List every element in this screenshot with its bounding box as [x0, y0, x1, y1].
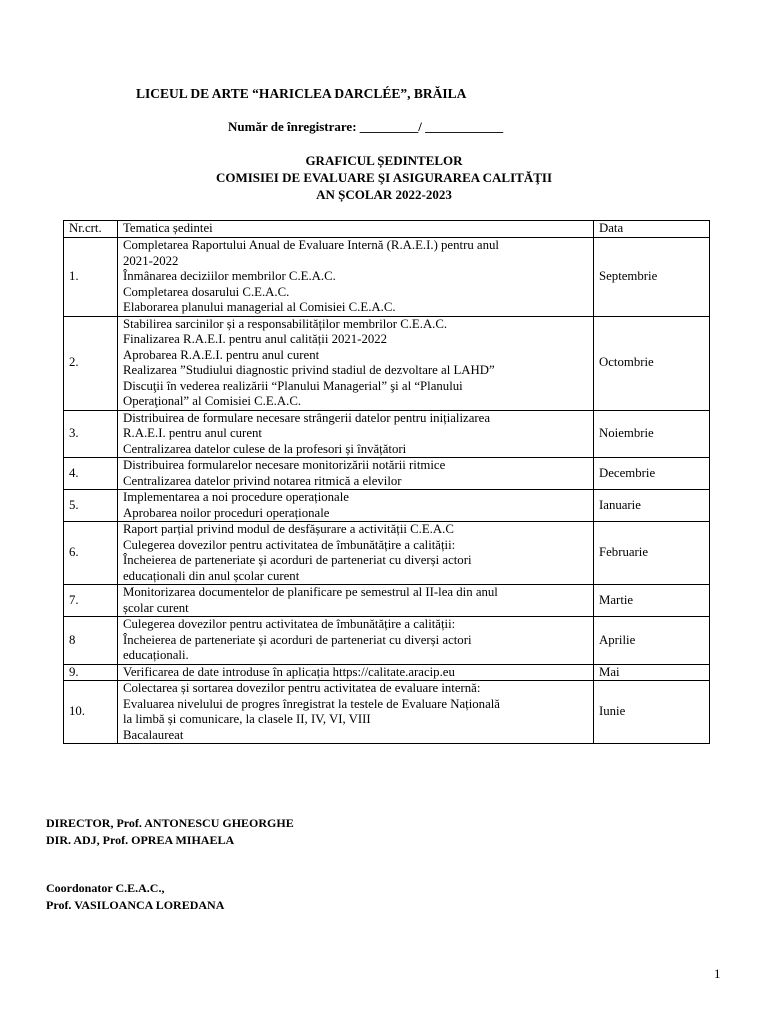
- row-topics: [118, 316, 594, 410]
- row-month: Aprilie: [594, 617, 710, 665]
- topic-line: Operaţional” al Comisiei C.E.A.C.: [123, 394, 302, 408]
- document-title: GRAFICUL ȘEDINTELOR: [305, 153, 463, 168]
- table-row: [64, 585, 710, 617]
- topic-line: Completarea Raportului Anual de Evaluare Internă (R.A.E.I.) pentru anul: [123, 238, 499, 252]
- table-body: [64, 238, 710, 744]
- row-month: Decembrie: [594, 458, 710, 490]
- topic-line: Încheierea de parteneriate și acorduri de parteneriat cu diverși actori: [123, 553, 472, 567]
- topic-line: Stabilirea sarcinilor și a responsabilităților membrilor C.E.A.C.: [123, 316, 448, 331]
- topic-line: școlar curent: [123, 600, 189, 615]
- row-topics: [118, 490, 594, 522]
- row-month: Octombrie: [594, 316, 710, 410]
- table-row: [64, 490, 710, 522]
- row-month: Ianuarie: [594, 490, 710, 522]
- row-month: Mai: [594, 664, 710, 681]
- table-row: [64, 522, 710, 585]
- column-header-nr: Nr.crt.: [64, 221, 118, 238]
- coordinator-name: Prof. VASILOANCA LOREDANA: [46, 898, 225, 912]
- table-row: [64, 410, 710, 458]
- director-signature: DIRECTOR, Prof. ANTONESCU GHEORGHE: [46, 816, 294, 830]
- topic-line: Aprobarea noilor proceduri operaționale: [123, 505, 330, 520]
- topic-line: Finalizarea R.A.E.I. pentru anul calității 2021-2022: [123, 332, 388, 346]
- row-number: 9.: [64, 664, 118, 681]
- topic-line: Verificarea de date introduse în aplicația https://calitate.aracip.eu: [123, 664, 455, 679]
- row-month: Iunie: [594, 681, 710, 744]
- row-topics: [118, 410, 594, 458]
- row-topics: [118, 585, 594, 617]
- meeting-schedule-table: [63, 220, 710, 744]
- row-number: 2.: [64, 316, 118, 410]
- row-topics: [118, 522, 594, 585]
- row-number: 5.: [64, 490, 118, 522]
- column-header-date: Data: [594, 221, 710, 238]
- school-name: LICEUL DE ARTE “HARICLEA DARCLÉE”, BRĂILA: [136, 86, 467, 101]
- topic-line: Culegerea dovezilor pentru activitatea de îmbunătățire a calității:: [123, 537, 456, 552]
- row-month: Martie: [594, 585, 710, 617]
- topic-line: Aprobarea R.A.E.I. pentru anul curent: [123, 347, 320, 362]
- row-topics: [118, 617, 594, 665]
- topic-line: R.A.E.I. pentru anul curent: [123, 426, 262, 440]
- topic-line: Discuţii în vederea realizării “Planului Managerial” şi al “Planului: [123, 378, 463, 393]
- row-number: 1.: [64, 238, 118, 317]
- topic-line: Realizarea ”Studiului diagnostic privind stadiul de dezvoltare al LAHD”: [123, 363, 495, 377]
- table-row: [64, 681, 710, 744]
- table-row: [64, 617, 710, 665]
- topic-line: Distribuirea formularelor necesare monitorizării notării ritmice: [123, 458, 446, 472]
- topic-line: Încheierea de parteneriate și acorduri de parteneriat cu diverși actori: [123, 632, 472, 647]
- row-topics: [118, 681, 594, 744]
- topic-line: Bacalaureat: [123, 727, 184, 742]
- registration-number: Număr de înregistrare: _________/ ____________: [228, 119, 504, 134]
- topic-line: Înmânarea deciziilor membrilor C.E.A.C.: [123, 269, 336, 283]
- topic-line: la limbă și comunicare, la clasele II, IV, VI, VIII: [123, 712, 371, 726]
- column-header-topic: Tematica ședintei: [118, 221, 594, 238]
- row-month: Februarie: [594, 522, 710, 585]
- topic-line: Raport parțial privind modul de desfășurare a activității C.E.A.C: [123, 522, 454, 536]
- table-header-row: [64, 221, 710, 238]
- school-year: AN ȘCOLAR 2022-2023: [316, 187, 452, 202]
- table-row: [64, 458, 710, 490]
- table-row: [64, 316, 710, 410]
- topic-line: Colectarea și sortarea dovezilor pentru activitatea de evaluare internă:: [123, 681, 481, 695]
- row-topics: [118, 664, 594, 681]
- topic-line: Monitorizarea documentelor de planificare pe semestrul al II-lea din anul: [123, 585, 498, 599]
- topic-line: Culegerea dovezilor pentru activitatea de îmbunătățire a calității:: [123, 617, 456, 631]
- row-number: 8: [64, 617, 118, 665]
- row-number: 6.: [64, 522, 118, 585]
- row-number: 10.: [64, 681, 118, 744]
- row-month: Septembrie: [594, 238, 710, 317]
- topic-line: Completarea dosarului C.E.A.C.: [123, 284, 290, 299]
- coordinator-role: Coordonator C.E.A.C.,: [46, 881, 165, 895]
- table-row: [64, 238, 710, 317]
- row-number: 4.: [64, 458, 118, 490]
- topic-line: educaționali din anul școlar curent: [123, 568, 300, 583]
- row-month: Noiembrie: [594, 410, 710, 458]
- page-number: 1: [714, 966, 721, 981]
- row-topics: [118, 458, 594, 490]
- topic-line: Evaluarea nivelului de progres înregistrat la testele de Evaluare Națională: [123, 696, 500, 711]
- topic-line: Implementarea a noi procedure operaționale: [123, 490, 349, 504]
- topic-line: Distribuirea de formulare necesare strângerii datelor pentru inițializarea: [123, 410, 491, 425]
- row-topics: [118, 238, 594, 317]
- topic-line: Elaborarea planului managerial al Comisiei C.E.A.C.: [123, 300, 396, 314]
- document-subtitle: COMISIEI DE EVALUARE ŞI ASIGURAREA CALITĂŢII: [215, 170, 553, 185]
- topic-line: 2021-2022: [123, 253, 179, 268]
- topic-line: educaționali.: [123, 648, 189, 662]
- topic-line: Centralizarea datelor privind notarea ritmică a elevilor: [123, 473, 402, 488]
- topic-line: Centralizarea datelor culese de la profesori și învățători: [123, 441, 407, 456]
- deputy-director-signature: DIR. ADJ, Prof. OPREA MIHAELA: [46, 833, 235, 847]
- row-number: 3.: [64, 410, 118, 458]
- table-row: [64, 664, 710, 681]
- row-number: 7.: [64, 585, 118, 617]
